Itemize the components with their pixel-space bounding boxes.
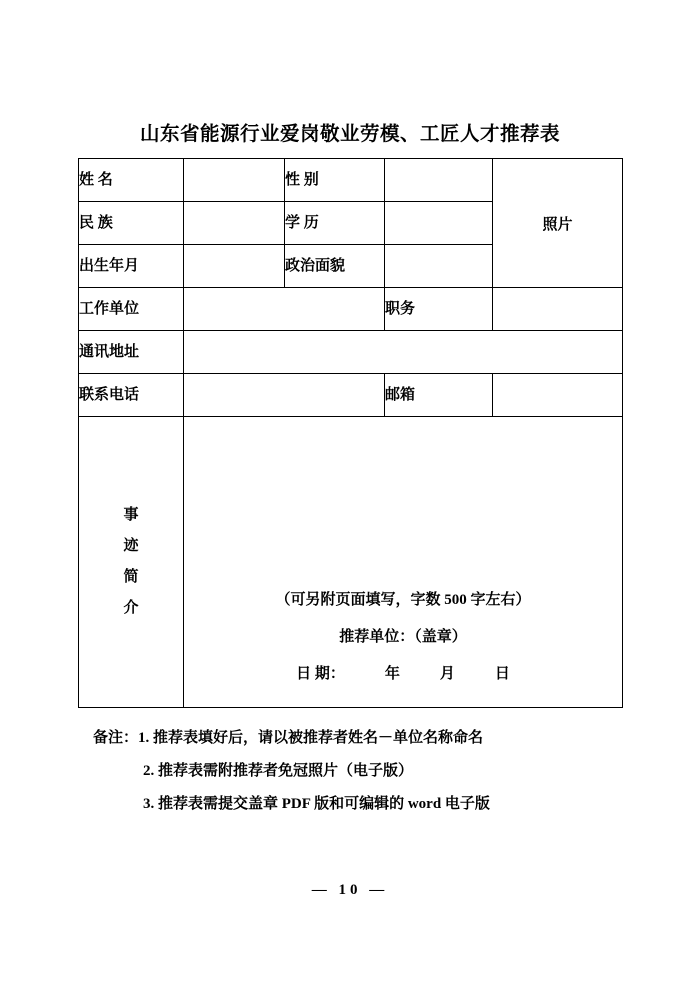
deeds-date-year: 年 bbox=[384, 666, 400, 682]
field-email[interactable] bbox=[493, 374, 623, 417]
deeds-recommending-unit: 推荐单位：（盖章） bbox=[339, 629, 467, 645]
label-deeds-summary bbox=[79, 417, 184, 708]
label-email: 邮箱 bbox=[385, 374, 493, 417]
field-work-unit[interactable] bbox=[184, 288, 385, 331]
field-position[interactable] bbox=[493, 288, 623, 331]
note-line-1: 备注：1. 推荐表填好后，请以被推荐者姓名－单位名称命名 bbox=[93, 730, 484, 746]
page-number: — 10 — bbox=[311, 882, 389, 898]
label-name: 姓 名 bbox=[79, 159, 184, 202]
label-position: 职务 bbox=[385, 288, 493, 331]
notes-block bbox=[93, 722, 653, 821]
deeds-note: （可另附页面填写，字数 500 字左右） bbox=[275, 592, 531, 608]
deeds-label-char-3: 简 bbox=[123, 569, 139, 585]
field-deeds-summary[interactable] bbox=[184, 417, 623, 708]
field-phone[interactable] bbox=[184, 374, 385, 417]
label-address: 通讯地址 bbox=[79, 331, 184, 374]
field-name[interactable] bbox=[184, 159, 285, 202]
field-political-status[interactable] bbox=[385, 245, 493, 288]
note-line-2: 2. 推荐表需附推荐者免冠照片（电子版） bbox=[143, 763, 414, 779]
field-gender[interactable] bbox=[385, 159, 493, 202]
deeds-date-day: 日 bbox=[494, 666, 510, 682]
deeds-label-char-4: 介 bbox=[123, 600, 139, 616]
label-birthdate: 出生年月 bbox=[79, 245, 184, 288]
table-row bbox=[79, 159, 623, 202]
label-education: 学 历 bbox=[285, 202, 385, 245]
deeds-date-line bbox=[184, 662, 622, 683]
deeds-footer-block bbox=[184, 588, 622, 683]
table-row bbox=[79, 288, 623, 331]
label-work-unit: 工作单位 bbox=[79, 288, 184, 331]
label-phone: 联系电话 bbox=[79, 374, 184, 417]
field-ethnicity[interactable] bbox=[184, 202, 285, 245]
field-address[interactable] bbox=[184, 331, 623, 374]
note-line-3: 3. 推荐表需提交盖章 PDF 版和可编辑的 word 电子版 bbox=[143, 796, 490, 812]
table-row bbox=[79, 331, 623, 374]
table-row-deeds bbox=[79, 417, 623, 708]
deeds-label-char-1: 事 bbox=[123, 507, 139, 523]
deeds-date-month: 月 bbox=[439, 666, 455, 682]
label-gender: 性 别 bbox=[285, 159, 385, 202]
photo-cell: 照片 bbox=[493, 159, 623, 288]
deeds-date-label: 日 期： bbox=[296, 666, 345, 682]
field-education[interactable] bbox=[385, 202, 493, 245]
table-row bbox=[79, 374, 623, 417]
label-political-status: 政治面貌 bbox=[285, 245, 385, 288]
page-title: 山东省能源行业爱岗敬业劳模、工匠人才推荐表 bbox=[139, 124, 560, 145]
field-birthdate[interactable] bbox=[184, 245, 285, 288]
recommendation-form-table bbox=[78, 158, 623, 708]
deeds-label-char-2: 迹 bbox=[123, 538, 139, 554]
label-ethnicity: 民 族 bbox=[79, 202, 184, 245]
